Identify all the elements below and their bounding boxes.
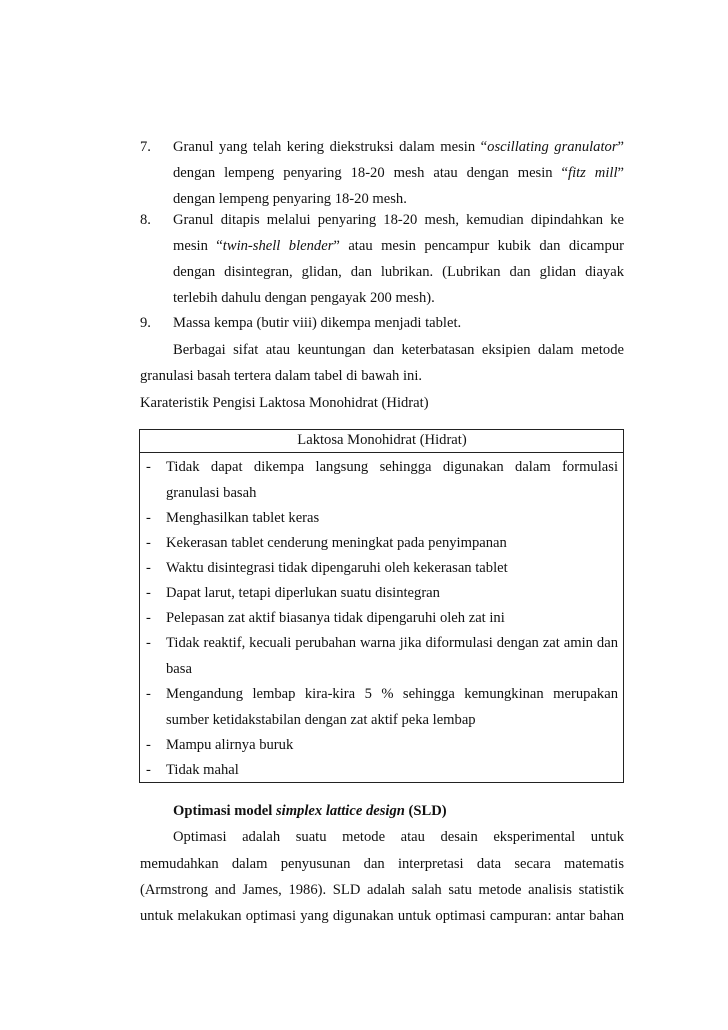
list-item-7-line-1: Granul yang telah kering diekstruksi dalam mesin “oscillating granulator” [173,139,624,155]
section-line-2: memudahkan dalam penyusunan dan interpretasi data secara matematis [140,856,624,872]
list-item-8-line-4: terlebih dahulu dengan pengayak 200 mesh). [173,290,435,306]
table-bullet: - [146,510,151,526]
table-item-text: Menghasilkan tablet keras [166,510,320,526]
table-item-text: Pelepasan zat aktif biasanya tidak dipengaruhi oleh zat ini [166,610,505,626]
table-item-text: sumber ketidakstabilan dengan zat aktif peka lembap [166,712,476,728]
table-item-text: Tidak mahal [166,762,239,778]
table-bullet: - [146,585,151,601]
list-number-8: 8. [140,212,151,228]
section-line-4: untuk melakukan optimasi yang digunakan untuk optimasi campuran: antar bahan [140,908,624,924]
table-bullet: - [146,535,151,551]
list-item-8-line-1: Granul ditapis melalui penyaring 18-20 mesh, kemudian dipindahkan ke [173,212,624,228]
list-item-8-line-2: mesin “twin-shell blender” atau mesin pencampur kubik dan dicampur [173,238,624,254]
table-bullet: - [146,635,151,651]
paragraph-line-2: granulasi basah tertera dalam tabel di bawah ini. [140,368,423,384]
table-bullet: - [146,459,151,475]
table-item-text: basa [166,661,192,677]
table-bullet: - [146,686,151,702]
section-line-1: Optimasi adalah suatu metode atau desain eksperimental untuk [173,829,624,845]
list-item-7-line-2: dengan lempeng penyaring 18-20 mesh atau dengan mesin “fitz mill” [173,165,624,181]
table-caption: Karateristik Pengisi Laktosa Monohidrat (Hidrat) [140,395,429,411]
table-item-text: Tidak reaktif, kecuali perubahan warna jika diformulasi dengan zat amin dan [166,635,618,651]
list-item-7-line-3: dengan lempeng penyaring 18-20 mesh. [173,191,407,207]
table-bullet: - [146,762,151,778]
table-item-text: Kekerasan tablet cenderung meningkat pada penyimpanan [166,535,507,551]
table-item-text: Mengandung lembap kira-kira 5 % sehingga kemungkinan merupakan [166,686,618,702]
list-item-8-line-3: dengan disintegran, glidan, dan lubrikan. (Lubrikan dan glidan diayak [173,264,624,280]
table-item-text: Waktu disintegrasi tidak dipengaruhi oleh kekerasan tablet [166,560,508,576]
list-item-9-line-1: Massa kempa (butir viii) dikempa menjadi tablet. [173,315,462,331]
table-header: Laktosa Monohidrat (Hidrat) [140,429,624,453]
section-line-3: (Armstrong and James, 1986). SLD adalah salah satu metode analisis statistik [140,882,624,898]
table-item-text: Dapat larut, tetapi diperlukan suatu disintegran [166,585,440,601]
list-number-9: 9. [140,315,151,331]
table-bullet: - [146,610,151,626]
section-title: Optimasi model simplex lattice design (SLD) [173,803,447,819]
table-item-text: Mampu alirnya buruk [166,737,294,753]
table-bullet: - [146,737,151,753]
paragraph-line-1: Berbagai sifat atau keuntungan dan keterbatasan eksipien dalam metode [173,342,624,358]
table-bullet: - [146,560,151,576]
table-item-text: Tidak dapat dikempa langsung sehingga digunakan dalam formulasi [166,459,618,475]
list-number-7: 7. [140,139,151,155]
table-item-text: granulasi basah [166,485,257,501]
